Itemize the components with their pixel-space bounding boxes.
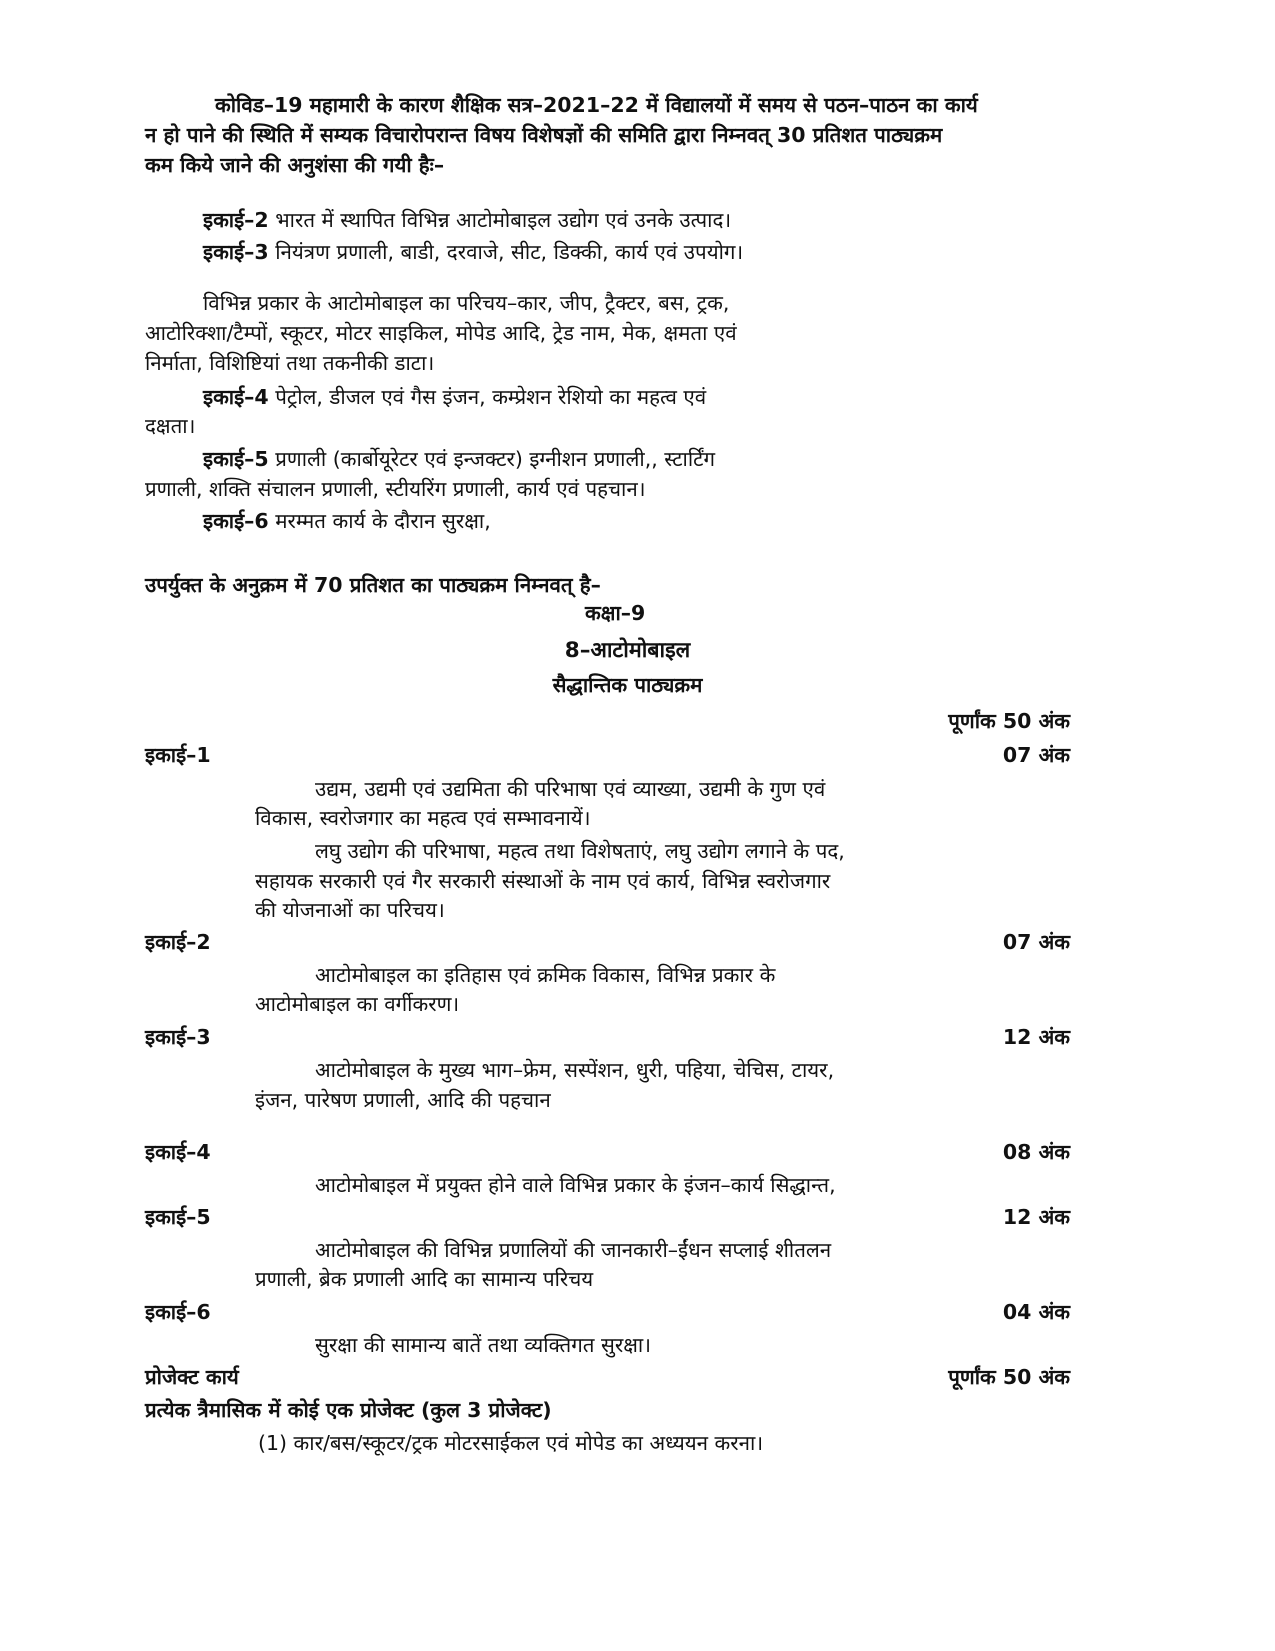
project-label: प्रोजेक्ट कार्य [145, 1365, 239, 1389]
unit-1-marks: 07 अंक [1002, 743, 1070, 767]
unit-3-label: इकाई–3 [145, 1025, 211, 1049]
subject-title: 8–आटोमोबाइल [564, 638, 691, 663]
unit-1-line: सहायक सरकारी एवं गैर सरकारी संस्थाओं के नाम एवं कार्य, विभिन्न स्वरोजगार [255, 869, 831, 893]
unit-6-marks: 04 अंक [1002, 1300, 1070, 1324]
syllabus-intro: उपर्युक्त के अनुक्रम में 70 प्रतिशत का पाठ्यक्रम निम्नवत् है– [145, 573, 601, 597]
unit-text: भारत में स्थापित विभिन्न आटोमोबाइल उद्योग एवं उनके उत्पाद। [268, 208, 732, 232]
reduced-unit-6 [203, 506, 491, 536]
project-marks: पूर्णांक 50 अंक [948, 1365, 1070, 1389]
unit-text: मरम्मत कार्य के दौरान सुरक्षा, [268, 509, 491, 533]
unit-2-line: आटोमोबाइल का वर्गीकरण। [255, 992, 460, 1016]
reduced-unit-5 [203, 444, 715, 474]
unit-label: इकाई–6 [203, 509, 269, 533]
unit-3-line: इंजन, पारेषण प्रणाली, आदि की पहचान [255, 1088, 551, 1112]
unit-text: पेट्रोल, डीजल एवं गैस इंजन, कम्प्रेशन रेशियो का महत्व एवं [268, 385, 707, 409]
reduced-unit-2 [203, 205, 731, 235]
total-marks: पूर्णांक 50 अंक [948, 709, 1070, 733]
unit-2-marks: 07 अंक [1002, 930, 1070, 954]
unit-5-line: आटोमोबाइल की विभिन्न प्रणालियों की जानकारी–ईंधन सप्लाई शीतलन [315, 1238, 832, 1262]
project-subtitle: प्रत्येक त्रैमासिक में कोई एक प्रोजेक्ट (कुल 3 प्रोजेक्ट) [145, 1398, 552, 1422]
unit-6-label: इकाई–6 [145, 1300, 211, 1324]
intro-line-1: कोविड–19 महामारी के कारण शैक्षिक सत्र–2021–22 में विद्यालयों में समय से पठन–पाठन का कार्य [215, 93, 978, 117]
unit-4-marks: 08 अंक [1002, 1140, 1070, 1164]
reduced-unit-3 [203, 237, 743, 267]
unit-label: इकाई–3 [203, 240, 269, 264]
unit-1-line: लघु उद्योग की परिभाषा, महत्व तथा विशेषताएं, लघु उद्योग लगाने के पद, [315, 839, 845, 863]
reduced-unit-4 [203, 382, 706, 412]
unit-1-line: विकास, स्वरोजगार का महत्व एवं सम्भावनायें। [255, 806, 591, 830]
reduced-para-line-2: आटोरिक्शा/टैम्पों, स्कूटर, मोटर साइकिल, मोपेड आदि, ट्रेड नाम, मेक, क्षमता एवं [145, 321, 737, 345]
reduced-para-line-1: विभिन्न प्रकार के आटोमोबाइल का परिचय–कार, जीप, ट्रैक्टर, बस, ट्रक, [203, 291, 730, 315]
section-title: सैद्धान्तिक पाठ्यक्रम [552, 673, 703, 697]
intro-line-2: न हो पाने की स्थिति में सम्यक विचारोपरान्त विषय विशेषज्ञों की समिति द्वारा निम्नवत् 30 प्रतिशत पाठ्यक्रम [145, 123, 943, 147]
unit-label: इकाई–5 [203, 447, 269, 471]
unit-3-line: आटोमोबाइल के मुख्य भाग–फ्रेम, सस्पेंशन, धुरी, पहिया, चेचिस, टायर, [315, 1058, 835, 1082]
unit-5-marks: 12 अंक [1002, 1205, 1070, 1229]
unit-1-label: इकाई–1 [145, 743, 211, 767]
intro-line-3: कम किये जाने की अनुशंसा की गयी हैः– [145, 153, 445, 177]
unit-label: इकाई–2 [203, 208, 269, 232]
unit-3-marks: 12 अंक [1002, 1025, 1070, 1049]
unit-5-label: इकाई–5 [145, 1205, 211, 1229]
unit-text: प्रणाली (कार्बोयूरेटर एवं इन्जक्टर) इग्नीशन प्रणाली,, स्टार्टिंग [268, 447, 716, 471]
reduced-para-line-3: निर्माता, विशिष्टियां तथा तकनीकी डाटा। [145, 351, 435, 375]
unit-4-line: आटोमोबाइल में प्रयुक्त होने वाले विभिन्न प्रकार के इंजन–कार्य सिद्धान्त, [315, 1173, 836, 1197]
reduced-unit-5-cont: प्रणाली, शक्ति संचालन प्रणाली, स्टीयरिंग प्रणाली, कार्य एवं पहचान। [145, 477, 646, 501]
project-item-1: (1) कार/बस/स्कूटर/ट्रक मोटरसाईकल एवं मोपेड का अध्ययन करना। [258, 1431, 764, 1455]
unit-1-line: की योजनाओं का परिचय। [255, 898, 445, 922]
class-label: कक्षा–9 [585, 601, 646, 625]
unit-5-line: प्रणाली, ब्रेक प्रणाली आदि का सामान्य परिचय [255, 1267, 594, 1291]
unit-2-label: इकाई–2 [145, 930, 211, 954]
unit-2-line: आटोमोबाइल का इतिहास एवं क्रमिक विकास, विभिन्न प्रकार के [315, 963, 776, 987]
unit-6-line: सुरक्षा की सामान्य बातें तथा व्यक्तिगत सुरक्षा। [315, 1333, 651, 1357]
unit-1-line: उद्यम, उद्यमी एवं उद्यमिता की परिभाषा एवं व्याख्या, उद्यमी के गुण एवं [315, 777, 826, 801]
unit-text: नियंत्रण प्रणाली, बाडी, दरवाजे, सीट, डिक्की, कार्य एवं उपयोग। [268, 240, 744, 264]
reduced-unit-4-cont: दक्षता। [145, 414, 196, 438]
unit-4-label: इकाई–4 [145, 1140, 211, 1164]
unit-label: इकाई–4 [203, 385, 269, 409]
